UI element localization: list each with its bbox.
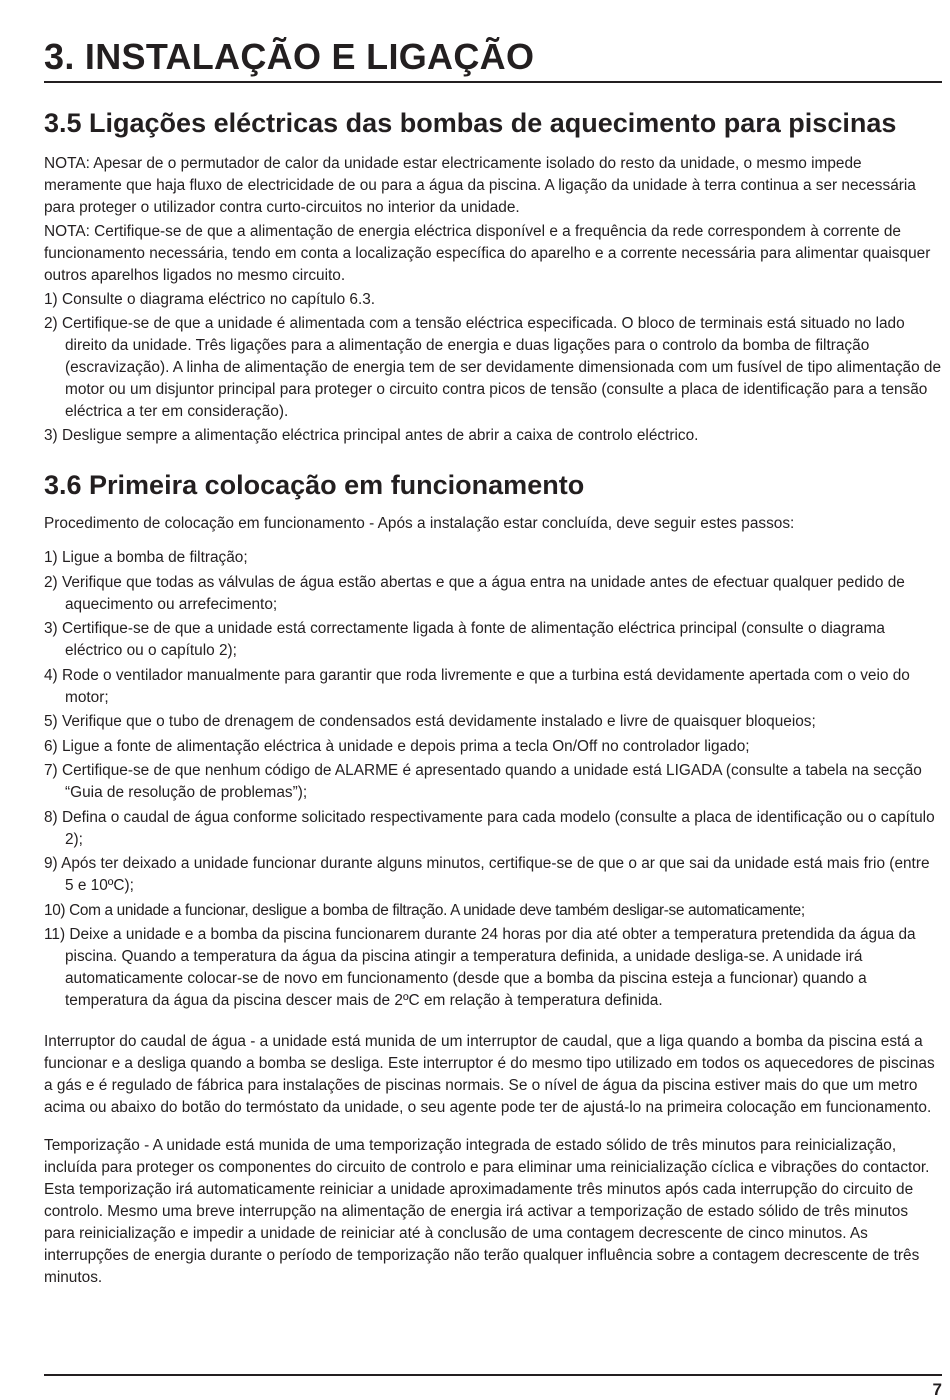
page-number: 7 <box>932 1380 942 1399</box>
chapter-title: 3. INSTALAÇÃO E LIGAÇÃO <box>44 36 535 77</box>
procedure-intro: Procedimento de colocação em funcionamento - Após a instalação estar concluída, deve seguir estes passos: <box>44 515 795 532</box>
section-3-5-list <box>44 289 942 447</box>
flow-switch-paragraph: Interruptor do caudal de água - a unidade está munida de um interruptor de caudal, que a liga quando a bomba da piscina está a funcionar e a desliga quando a bomba se desliga. Este interruptor é do mesmo tipo utilizado em todos os aquecedores de piscinas a gás e é regulado de fábrica para instalações de piscinas normais. Se o nível de água da piscina estiver mais do que um metro acima ou abaixo do botão do termóstato da unidade, o seu agente pode ter de ajustá-lo na primeira colocação em funcionamento. <box>44 1033 935 1116</box>
list-item: 9) Após ter deixado a unidade funcionar durante alguns minutos, certifique-se de que o ar que sai da unidade está mais frio (entre 5 e 10ºC); <box>44 855 930 894</box>
list-item: 2) Verifique que todas as válvulas de água estão abertas e que a água entra na unidade antes de efectuar qualquer pedido de aquecimento ou arrefecimento; <box>44 573 905 613</box>
list-item: 10) Com a unidade a funcionar, desligue a bomba de filtração. A unidade deve também desligar-se automaticamente; <box>44 901 805 919</box>
list-item: 2) Certifique-se de que a unidade é alimentada com a tensão eléctrica especificada. O bloco de terminais está situado no lado direito da unidade. Três ligações para a alimentação de energia e duas ligações para o controlo da bomba de filtração (escravização). A linha de alimentação de energia tem de ser devidamente dimensionada com um fusível de tipo alimentação de motor ou um disjuntor principal para proteger o circuito contra picos de tensão (consulte a placa de identificação para a tensão eléctrica a ter em consideração). <box>44 315 942 420</box>
section-3-5-title: 3.5 Ligações eléctricas das bombas de aquecimento para piscinas <box>44 108 897 138</box>
note-1: NOTA: Apesar de o permutador de calor da unidade estar electricamente isolado do resto da unidade, o mesmo impede meramente que haja fluxo de electricidade de ou para a água da piscina. A ligação da unidade à terra continua a ser necessária para proteger o utilizador contra curto-circuitos no interior da unidade. <box>44 155 916 216</box>
list-item: 1) Ligue a bomba de filtração; <box>44 549 248 566</box>
list-item: 4) Rode o ventilador manualmente para garantir que roda livremente e que a turbina está devidamente apertada com o veio do motor; <box>44 666 910 706</box>
list-item: 6) Ligue a fonte de alimentação eléctrica à unidade e depois prima a tecla On/Off no controlador ligado; <box>44 737 750 755</box>
chapter-rule <box>44 81 942 83</box>
list-item: 11) Deixe a unidade e a bomba da piscina funcionarem durante 24 horas por dia até obter a temperatura pretendida da água da piscina. Quando a temperatura da água da piscina atingir a temperatura definida, a unidade desliga-se. A unidade irá automaticamente colocar-se de novo em funcionamento (desde que a bomba da piscina esteja a funcionar) quando a temperatura da água da piscina descer mais de 2ºC em relação à temperatura definida. <box>44 926 916 1009</box>
document-page <box>44 36 942 1289</box>
list-item: 3) Desligue sempre a alimentação eléctrica principal antes de abrir a caixa de controlo eléctrico. <box>44 427 699 444</box>
list-item: 5) Verifique que o tubo de drenagem de condensados está devidamente instalado e livre de quaisquer bloqueios; <box>44 713 816 730</box>
list-item: 8) Defina o caudal de água conforme solicitado respectivamente para cada modelo (consulte a placa de identificação ou o capítulo 2); <box>44 808 935 848</box>
list-item: 1) Consulte o diagrama eléctrico no capítulo 6.3. <box>44 291 376 308</box>
note-2: NOTA: Certifique-se de que a alimentação de energia eléctrica disponível e a frequência da rede correspondem à corrente de funcionamento necessária, tendo em conta a localização específica do aparelho e a corrente necessária para alimentar quaisquer outros aparelhos ligados no mesmo circuito. <box>44 223 931 284</box>
timer-paragraph: Temporização - A unidade está munida de uma temporização integrada de estado sólido de três minutos para reinicialização, incluída para proteger os componentes do circuito de controlo e para eliminar uma reinicialização cíclica e vibrações do contactor. Esta temporização irá automaticamente reiniciar a unidade aproximadamente três minutos após cada interrupção do circuito de controlo. Mesmo uma breve interrupção na alimentação de energia irá activar a temporização de estado sólido de três minutos para reinicialização e impedir a unidade de reiniciar até à conclusão de uma contagem decrescente de cinco minutos. As interrupções de energia durante o período de temporização não terão qualquer influência sobre a contagem decrescente de três minutos. <box>44 1137 930 1286</box>
list-item: 7) Certifique-se de que nenhum código de ALARME é apresentado quando a unidade está LIGADA (consulte a tabela na secção “Guia de resolução de problemas”); <box>44 762 922 801</box>
list-item: 3) Certifique-se de que a unidade está correctamente ligada à fonte de alimentação eléctrica principal (consulte o diagrama eléctrico ou o capítulo 2); <box>44 620 885 659</box>
section-3-6-list <box>44 547 942 1012</box>
footer-rule <box>44 1374 942 1376</box>
section-3-6-title: 3.6 Primeira colocação em funcionamento <box>44 470 585 500</box>
